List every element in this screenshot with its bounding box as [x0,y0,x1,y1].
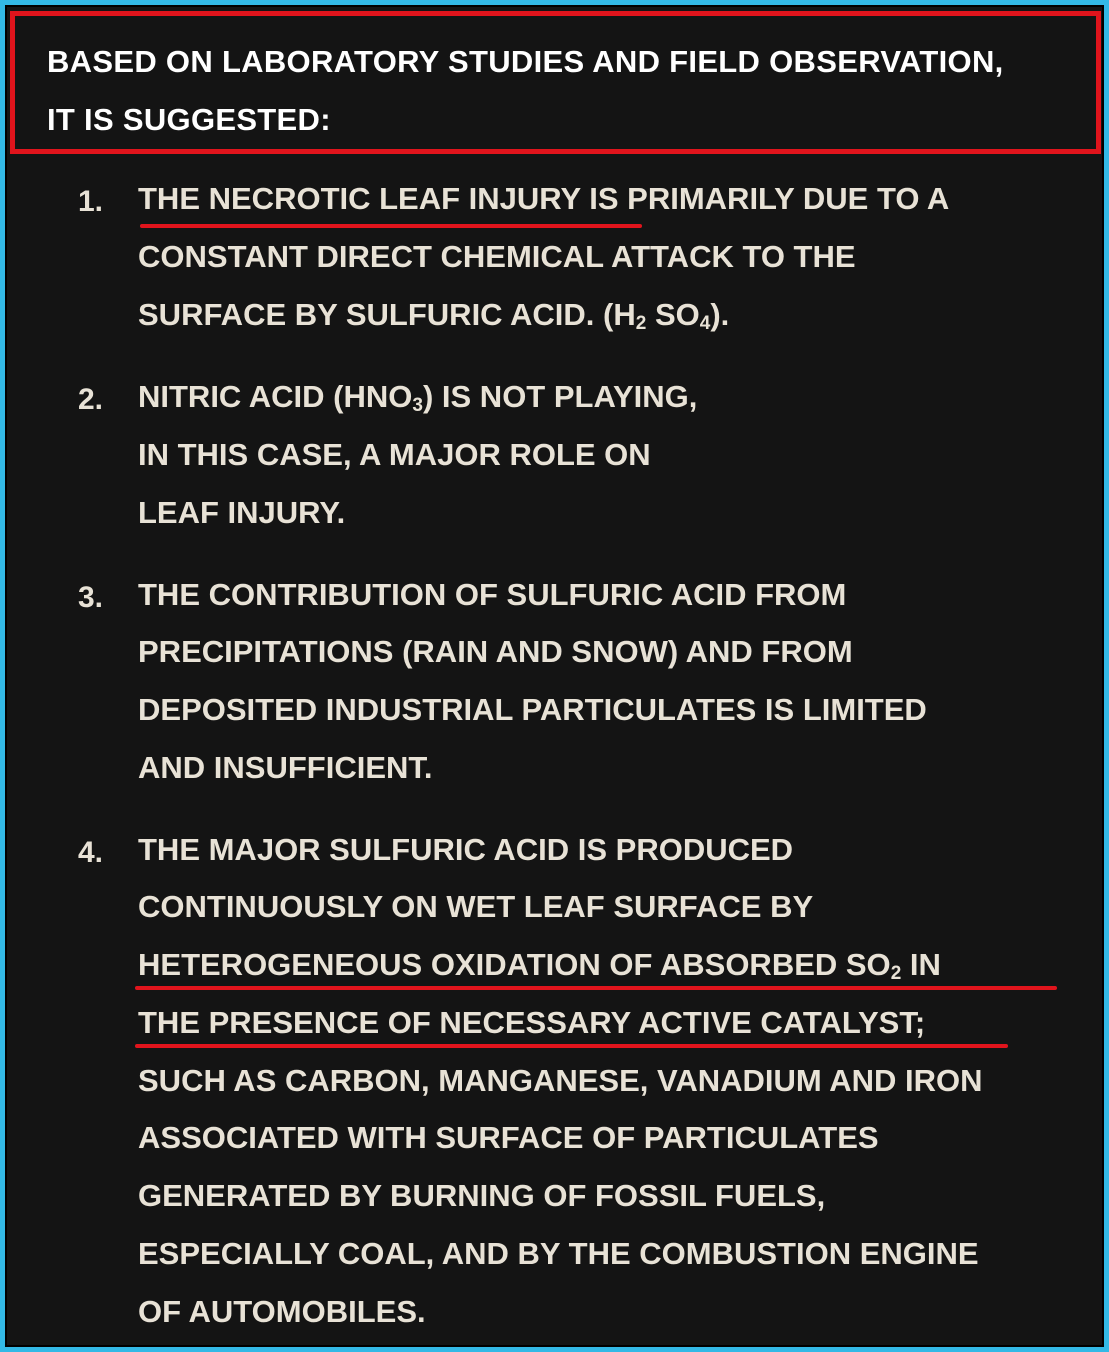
item-3-line-2: PRECIPITATIONS (RAIN AND SNOW) AND FROM [138,634,853,669]
item-3-line-4: AND INSUFFICIENT. [138,750,433,785]
header-box [10,11,1101,154]
item-1-highlight: THE NECROTIC LEAF INJURY [138,181,581,216]
item-1-line-2: CONSTANT DIRECT CHEMICAL ATTACK TO THE [138,239,856,274]
item-2-line-1 [138,379,697,415]
item-3-line-1: THE CONTRIBUTION OF SULFURIC ACID FROM [138,577,847,612]
item-3-number: 3. [78,581,104,614]
item-1-underline [140,224,642,228]
item-1-line-3 [138,297,729,333]
item-1-line-3-a: SURFACE BY SULFURIC ACID. (H [138,297,636,332]
item-4-line-2: CONTINUOUSLY ON WET LEAF SURFACE BY [138,889,814,924]
item-4-sub-2: 2 [890,963,902,984]
item-4-line-5: SUCH AS CARBON, MANGANESE, VANADIUM AND IRON [138,1063,983,1098]
header-line-2: IT IS SUGGESTED: [47,102,331,137]
item-1-line-1-rest: IS PRIMARILY DUE TO A [580,181,950,216]
item-3-line-3: DEPOSITED INDUSTRIAL PARTICULATES IS LIMITED [138,692,927,727]
item-1-number: 1. [78,185,104,218]
item-1-line-1 [138,181,949,217]
item-1-line-3-b: SO [646,297,700,332]
item-1-sub-2: 2 [635,313,647,334]
item-4-line-6: ASSOCIATED WITH SURFACE OF PARTICULATES [138,1120,879,1155]
item-4-line-8: ESPECIALLY COAL, AND BY THE COMBUSTION ENGINE [138,1236,979,1271]
item-4-number: 4. [78,836,104,869]
item-4-line-3-a: HETEROGENEOUS OXIDATION OF ABSORBED SO [138,947,891,982]
item-4-line-3 [138,947,941,983]
item-4-underline-2 [135,1044,1008,1048]
item-2-line-3: LEAF INJURY. [138,495,346,530]
item-2-sub-3: 3 [412,395,423,416]
item-2-line-2: IN THIS CASE, A MAJOR ROLE ON [138,437,651,472]
item-4-line-3-b: IN [901,947,941,982]
header-line-1: BASED ON LABORATORY STUDIES AND FIELD OBSERVATION, [47,44,1004,79]
item-4-line-1: THE MAJOR SULFURIC ACID IS PRODUCED [138,832,794,867]
item-1-line-3-c: ). [710,297,730,332]
item-1-sub-4: 4 [699,313,711,334]
item-2-line-1-b: ) IS NOT PLAYING, [422,379,698,414]
item-2-line-1-a: NITRIC ACID (HNO [138,379,413,414]
slide [5,5,1104,1347]
item-4-line-9: OF AUTOMOBILES. [138,1294,426,1329]
item-4-line-4: THE PRESENCE OF NECESSARY ACTIVE CATALYST; [138,1005,926,1040]
item-4-underline-1 [135,986,1057,990]
item-4-line-7: GENERATED BY BURNING OF FOSSIL FUELS, [138,1178,826,1213]
item-2-number: 2. [78,383,104,416]
